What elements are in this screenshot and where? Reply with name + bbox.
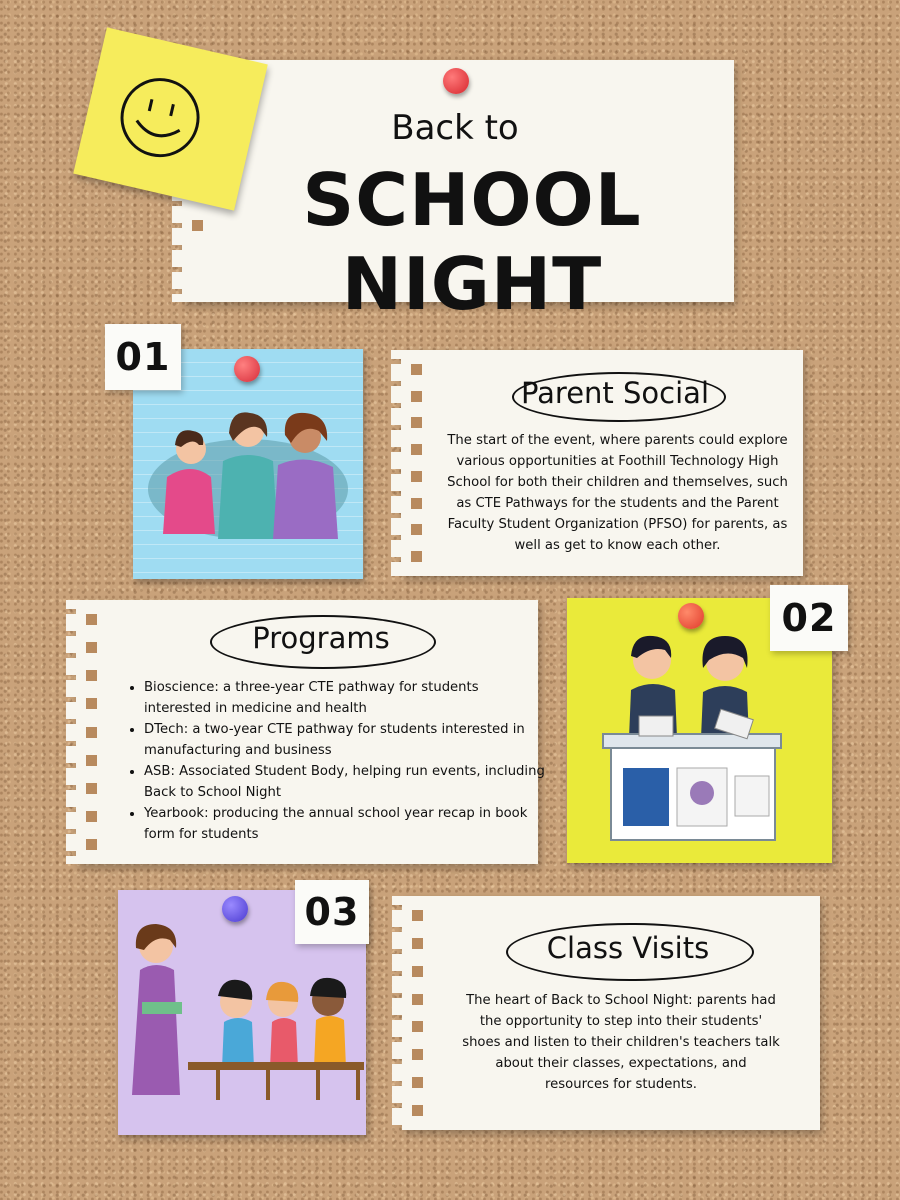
red-pushpin-icon — [678, 603, 704, 629]
red-pushpin-icon — [234, 356, 260, 382]
section-title: Parent Social — [520, 376, 710, 410]
section-description: The heart of Back to School Night: parents had the opportunity to step into their students' shoes and listen to their children's teachers talk about their classes, expectations, and resources for students. — [462, 993, 780, 1092]
section-number: 02 — [770, 585, 848, 651]
section-number: 03 — [295, 880, 369, 944]
smiley-icon — [73, 27, 268, 210]
red-pushpin-icon — [443, 68, 469, 94]
section-title: Programs — [252, 621, 390, 655]
section-number: 01 — [105, 324, 181, 390]
page-title: SCHOOL NIGHT — [302, 158, 642, 326]
section-title: Class Visits — [546, 931, 710, 965]
programs-list — [126, 677, 549, 845]
header-subtitle: Back to — [391, 108, 519, 148]
list-item: • Yearbook: producing the annual school year recap in book form for students — [144, 803, 549, 845]
list-item: • DTech: a two-year CTE pathway for students interested in manufacturing and business — [144, 719, 549, 761]
list-item: • Bioscience: a three-year CTE pathway for students interested in medicine and health — [144, 677, 549, 719]
section-description: The start of the event, where parents could explore various opportunities at Foothill Technology High School for both their children and themselves, such as CTE Pathways for the students and the Parent Faculty Student Organization (PFSO) for parents, as well as get to know each other. — [447, 433, 788, 553]
list-item: • ASB: Associated Student Body, helping run events, including Back to School Night — [144, 761, 549, 803]
purple-pushpin-icon — [222, 896, 248, 922]
sticky-note-smiley — [73, 27, 268, 210]
